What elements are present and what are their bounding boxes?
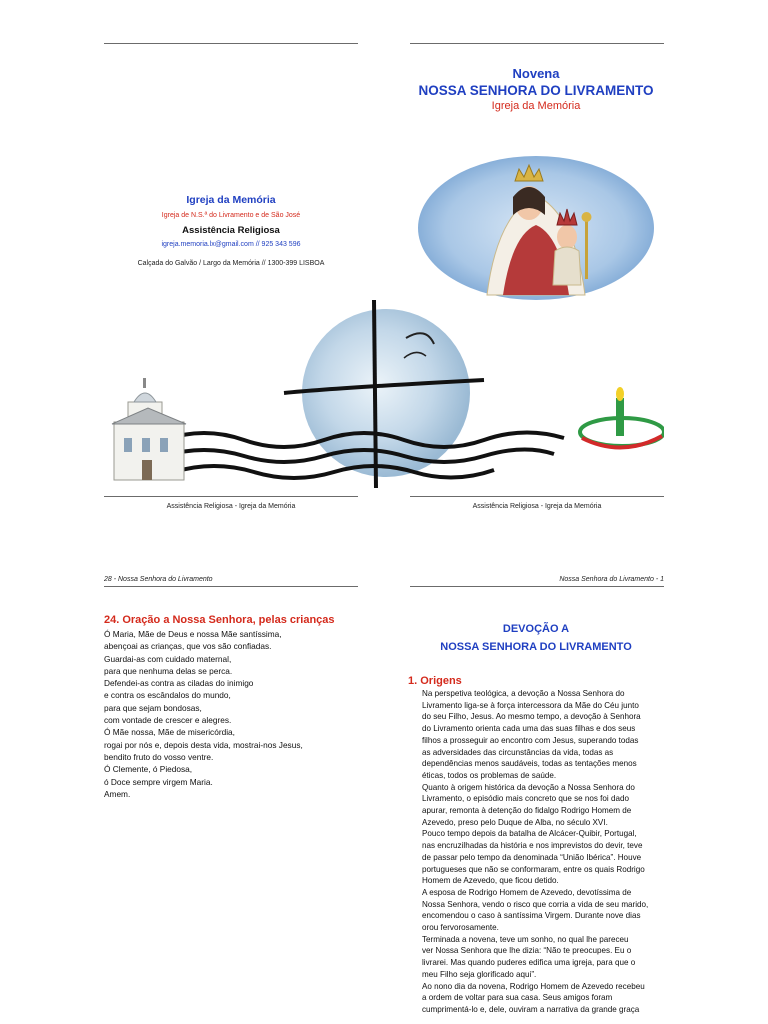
parish-info-block <box>104 194 358 267</box>
body-line: Na perspetiva teológica, a devoção a Nossa Senhora do <box>422 689 625 698</box>
body-line: do Livramento orienta cada uma das suas filhas e dos seus <box>422 724 636 734</box>
body-line: apurar, remonta à detenção do fidalgo Rodrigo Homem de <box>422 806 632 816</box>
body-line: cumprimentá-lo e, dele, ouviram a narrativa da grande graça <box>422 1004 640 1014</box>
parish-name: Igreja da Memória <box>186 194 276 206</box>
prayer-line: rogai por nós e, depois desta vida, mostrai-nos Jesus, <box>104 739 303 750</box>
prayer-line: para que sejam bondosas, <box>104 702 202 713</box>
body-line: as adversidades das circunstâncias da vida, todas as <box>422 747 614 757</box>
prayer-line: com vontade de crescer e alegres. <box>104 715 232 726</box>
prayer-line: Ó Clemente, ó Piedosa, <box>104 764 193 775</box>
prayer-line: Guardai-as com cuidado maternal, <box>104 653 232 664</box>
devotion-heading-line2: NOSSA SENHORA DO LIVRAMENTO <box>440 641 632 653</box>
body-line: meu Filho seja glorificado aqui”. <box>422 969 537 979</box>
body-line: do seu Filho, Jesus. Ao mesmo tempo, a devoção à Senhora <box>422 712 641 722</box>
body-line: Livramento liga-se à força intercessora da Mãe do Céu junto <box>422 700 639 710</box>
right-footer-caption: Assistência Religiosa - Igreja da Memória <box>472 503 602 510</box>
novena-title: Novena <box>512 66 560 81</box>
body-line: Terminada a novena, teve um sonho, no qual lhe pareceu <box>422 934 629 944</box>
prayer-title: 24. Oração a Nossa Senhora, pelas crianças <box>104 614 335 626</box>
prayer-line: para que nenhuma delas se perca. <box>104 665 233 676</box>
church-emblem-illustration <box>104 298 664 490</box>
novena-subject-title: NOSSA SENHORA DO LIVRAMENTO <box>418 83 654 98</box>
body-line: éticas, todos os problemas de saúde. <box>422 770 557 780</box>
body-line: nas encruzilhadas da história e nos imprevistos do devir, teve <box>422 841 643 851</box>
top-left-rule <box>104 43 358 44</box>
origins-section-title: 1. Origens <box>408 675 462 687</box>
body-line: Quanto à origem histórica da devoção a Nossa Senhora do <box>422 782 635 792</box>
body-line: livrarei. Mas quando puderes edifica uma igreja, para que o <box>422 958 636 968</box>
body-line: de passar pelo tempo da denominada “União Ibérica”. Houve <box>422 852 642 862</box>
top-right-rule <box>410 43 664 44</box>
contact-line[interactable]: igreja.memoria.lx@gmail.com // 925 343 596 <box>161 241 301 248</box>
body-line: ver Nossa Senhora que lhe dizia: “Não te preocupes. Eu o <box>422 946 632 956</box>
parish-subtitle: Igreja de N.S.ª do Livramento e de São José <box>161 212 301 219</box>
body-line: filhos a prosseguir ao encontro com Jesus, superando todas <box>422 735 639 745</box>
prayer-line: bendito fruto do vosso ventre. <box>104 751 214 762</box>
left-footer-caption: Assistência Religiosa - Igreja da Memória <box>166 503 296 510</box>
body-line: orou fervorosamente. <box>422 923 499 933</box>
address-line: Calçada do Galvão / Largo da Memória // 1300-399 LISBOA <box>137 260 325 267</box>
prayer-line: Amem. <box>104 788 131 799</box>
body-line: encomendou o caso à santíssima Virgem. Durante nove dias <box>422 911 641 921</box>
prayer-line: ó Doce sempre virgem Maria. <box>104 776 213 787</box>
body-line: Homem de Azevedo, que ficou detido. <box>422 876 559 886</box>
left-page-header: 28 - Nossa Senhora do Livramento <box>104 576 213 583</box>
mid-left-rule-lower <box>104 586 358 587</box>
prayer-line: Ó Mãe nossa, Mãe de misericórdia, <box>104 727 235 738</box>
body-line: Livramento, o episódio mais concreto que se nos foi dado <box>422 794 629 804</box>
origins-body-text <box>422 688 666 1016</box>
prayer-line: Ó Maria, Mãe de Deus e nossa Mãe santíssima, <box>104 629 282 639</box>
prayer-line: abençoai as crianças, que vos são confiadas. <box>104 641 272 652</box>
prayer-section <box>104 614 360 800</box>
body-line: A esposa de Rodrigo Homem de Azevedo, devotíssima de <box>422 887 632 897</box>
prayer-line: e contra os escândalos do mundo, <box>104 690 231 701</box>
body-line: Ao nono dia da novena, Rodrigo Homem de Azevedo recebeu <box>422 981 645 991</box>
devotion-heading-line1: DEVOÇÃO A <box>502 623 570 635</box>
prayer-line: Defendei-as contra as ciladas do inimigo <box>104 678 254 689</box>
mid-right-rule-lower <box>410 586 664 587</box>
novena-title-block <box>408 66 664 112</box>
body-line: Pouco tempo depois da batalha de Alcácer-Quibir, Portugal, <box>422 829 637 839</box>
body-line: Nossa Senhora, vendo o risco que corria a vida de seu marido, <box>422 899 649 909</box>
mid-right-rule-upper <box>410 496 664 497</box>
body-line: a ordem de voltar para sua casa. Seus amigos foram <box>422 993 613 1003</box>
church-building <box>112 378 186 480</box>
body-line: portugueses que não se conformaram, entre os quais Rodrigo <box>422 864 645 874</box>
body-line: dependências menos saudáveis, todas as tentações menos <box>422 759 637 769</box>
candle-emblem <box>580 387 664 448</box>
madonna-and-child-image <box>417 155 655 301</box>
mid-left-rule-upper <box>104 496 358 497</box>
devotion-heading <box>408 620 664 656</box>
body-line: Azevedo, preso pelo Duque de Alba, no século XVI. <box>422 817 608 827</box>
novena-church-subtitle: Igreja da Memória <box>491 100 581 112</box>
assistance-heading: Assistência Religiosa <box>182 225 280 236</box>
right-page-header: Nossa Senhora do Livramento - 1 <box>559 576 664 583</box>
